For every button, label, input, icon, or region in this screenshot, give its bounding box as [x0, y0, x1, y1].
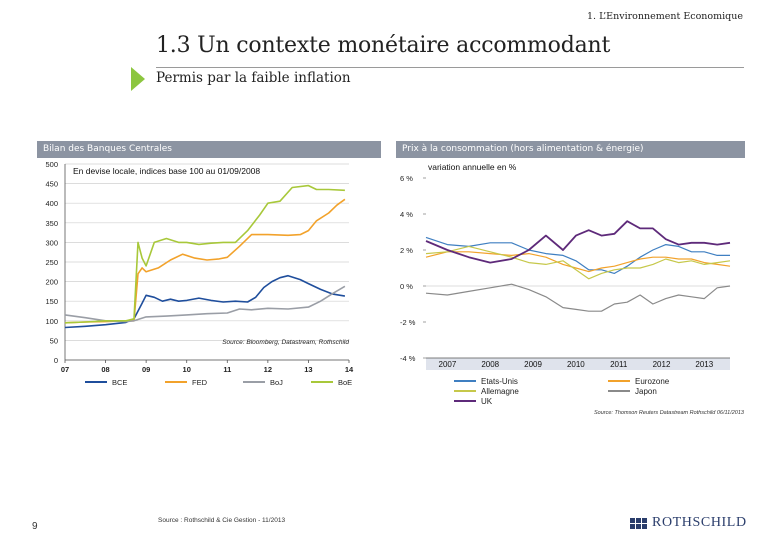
- x-tick-label: 2007: [438, 360, 457, 369]
- x-tick-label: 2009: [524, 360, 542, 369]
- rothschild-logo: [630, 515, 747, 531]
- chart-source: Source: Thomson Reuters Datastream Rothschild 06/11/2013: [593, 410, 744, 416]
- y-tick-label: 50: [49, 336, 58, 346]
- y-tick-label: -4 %: [400, 354, 416, 363]
- x-tick-label: 13: [304, 365, 313, 374]
- legend-label-fed: FED: [192, 378, 207, 387]
- page-subtitle: Permis par la faible inflation: [156, 70, 351, 86]
- legend-label-allemagne: Allemagne: [481, 387, 519, 396]
- series-line-japon: [426, 284, 730, 311]
- series-line-bce: [65, 276, 345, 328]
- title-rule: [156, 67, 744, 68]
- x-tick-label: 14: [344, 365, 354, 374]
- chart-inner-title: En devise locale, indices base 100 au 01/09/2008: [73, 166, 261, 176]
- x-tick-label: 2008: [481, 360, 500, 369]
- series-line-fed: [65, 199, 345, 322]
- x-tick-label: 2012: [652, 360, 671, 369]
- series-line-boe: [65, 186, 345, 323]
- y-tick-label: 200: [45, 277, 58, 287]
- legend-label-uk: UK: [481, 397, 493, 406]
- right-panel-header: Prix à la consommation (hors alimentation & énergie): [396, 141, 745, 158]
- series-line-boj: [65, 286, 345, 321]
- x-tick-label: 11: [223, 365, 232, 374]
- y-tick-label: 0: [53, 356, 58, 365]
- rothschild-mark-icon: [630, 518, 647, 529]
- legend-label-bce: BCE: [112, 378, 128, 387]
- y-tick-label: 350: [45, 218, 58, 228]
- legend-label-boj: BoJ: [270, 378, 283, 387]
- x-tick-label: 2010: [566, 360, 585, 369]
- y-tick-label: 400: [45, 199, 58, 209]
- series-line-uk: [426, 221, 730, 262]
- y-tick-label: 6 %: [400, 174, 413, 183]
- y-tick-label: 450: [45, 179, 58, 189]
- y-tick-label: 4 %: [400, 210, 413, 219]
- x-tick-label: 2013: [695, 360, 714, 369]
- y-tick-label: 150: [45, 297, 58, 307]
- section-label: 1. L’Environnement Economique: [587, 11, 743, 22]
- x-tick-label: 12: [263, 365, 273, 374]
- footer-source: Source : Rothschild & Cie Gestion - 11/2013: [158, 517, 286, 524]
- page-number: 9: [32, 521, 38, 532]
- legend-label-boe: BoE: [338, 378, 353, 387]
- core-inflation-chart: [396, 158, 748, 420]
- page-title: 1.3 Un contexte monétaire accommodant: [156, 33, 611, 58]
- y-tick-label: -2 %: [400, 318, 416, 327]
- y-tick-label: 2 %: [400, 246, 413, 255]
- central-banks-balance-chart: [37, 158, 381, 388]
- x-tick-label: 08: [101, 365, 110, 374]
- legend-label-eurozone: Eurozone: [635, 377, 670, 386]
- chart-inner-title: variation annuelle en %: [428, 162, 517, 172]
- left-panel-header: Bilan des Banques Centrales: [37, 141, 381, 158]
- x-tick-label: 10: [182, 365, 191, 374]
- legend-label-etats-unis: Etats-Unis: [481, 377, 518, 386]
- x-tick-label: 07: [60, 365, 70, 374]
- y-tick-label: 250: [45, 258, 58, 267]
- legend-label-japon: Japon: [635, 387, 657, 396]
- x-tick-label: 09: [141, 365, 151, 374]
- green-arrow-icon: [131, 67, 145, 91]
- logo-text: ROTHSCHILD: [652, 515, 747, 530]
- x-tick-label: 2011: [610, 360, 628, 369]
- y-tick-label: 100: [45, 316, 58, 326]
- y-tick-label: 0 %: [400, 282, 413, 291]
- chart-source: Source: Bloomberg, Datastream, Rothschild: [222, 339, 349, 346]
- y-tick-label: 300: [45, 238, 58, 248]
- y-tick-label: 500: [45, 160, 58, 169]
